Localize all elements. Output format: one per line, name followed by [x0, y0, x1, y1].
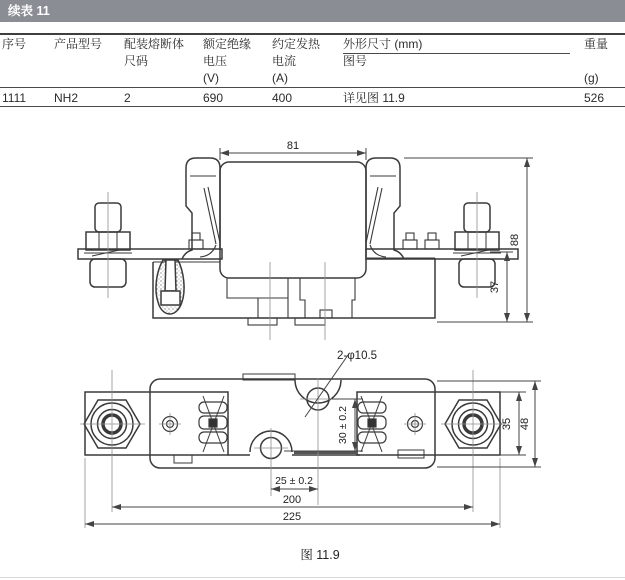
dim-30: 30 ± 0.2	[337, 406, 349, 444]
cell-fuse-size: 2	[124, 91, 131, 105]
table-bottom-rule	[0, 106, 625, 107]
col-header-model: 产品型号	[54, 37, 103, 51]
dim-200: 200	[282, 494, 302, 506]
cell-current: 400	[272, 91, 293, 105]
cell-model: NH2	[54, 91, 79, 105]
col-header-dimensions: 外形尺寸 (mm) 图号	[343, 37, 423, 68]
dim-48: 48	[519, 417, 531, 431]
section-title-bar	[0, 0, 625, 22]
cell-index: 1111	[2, 91, 27, 105]
col-header-fuse-size: 配装熔断体 尺码	[124, 37, 185, 68]
insulating-wedge	[156, 260, 184, 314]
table-header-rule	[0, 87, 625, 88]
left-contact-clip	[182, 158, 220, 259]
fuse-block	[220, 162, 366, 278]
small-holes	[163, 417, 423, 432]
col-header-weight: 重量 (g)	[584, 37, 609, 85]
dim-88: 88	[509, 233, 521, 247]
dim-25: 25 ± 0.2	[275, 475, 313, 487]
right-contact-clip	[366, 158, 404, 259]
col-header-current: 约定发热 电流 (A)	[272, 37, 321, 85]
technical-drawing-figure	[0, 120, 625, 580]
col-header-voltage: 额定绝缘 电压 (V)	[203, 37, 252, 85]
small-bolts	[189, 233, 439, 249]
dim-81: 81	[286, 140, 300, 152]
dim-35: 35	[501, 417, 513, 431]
base-pedestals	[227, 278, 355, 318]
cell-voltage: 690	[203, 91, 224, 105]
dim-37: 37	[489, 280, 501, 294]
plan-clips	[199, 396, 386, 452]
dim-225: 225	[282, 511, 302, 523]
col-header-index: 序号	[2, 37, 27, 51]
dim-holes: 2-φ10.5	[337, 350, 378, 362]
figure-caption: 图 11.9	[300, 548, 340, 562]
cell-weight: 526	[584, 91, 605, 105]
table-top-rule	[0, 33, 625, 35]
front-view	[78, 158, 518, 325]
page-bottom-edge	[0, 577, 625, 578]
base-outline	[153, 258, 435, 318]
cell-dimension-ref: 详见图 11.9	[343, 91, 405, 105]
section-title: 续表 11	[8, 4, 50, 18]
plan-view	[84, 374, 501, 468]
